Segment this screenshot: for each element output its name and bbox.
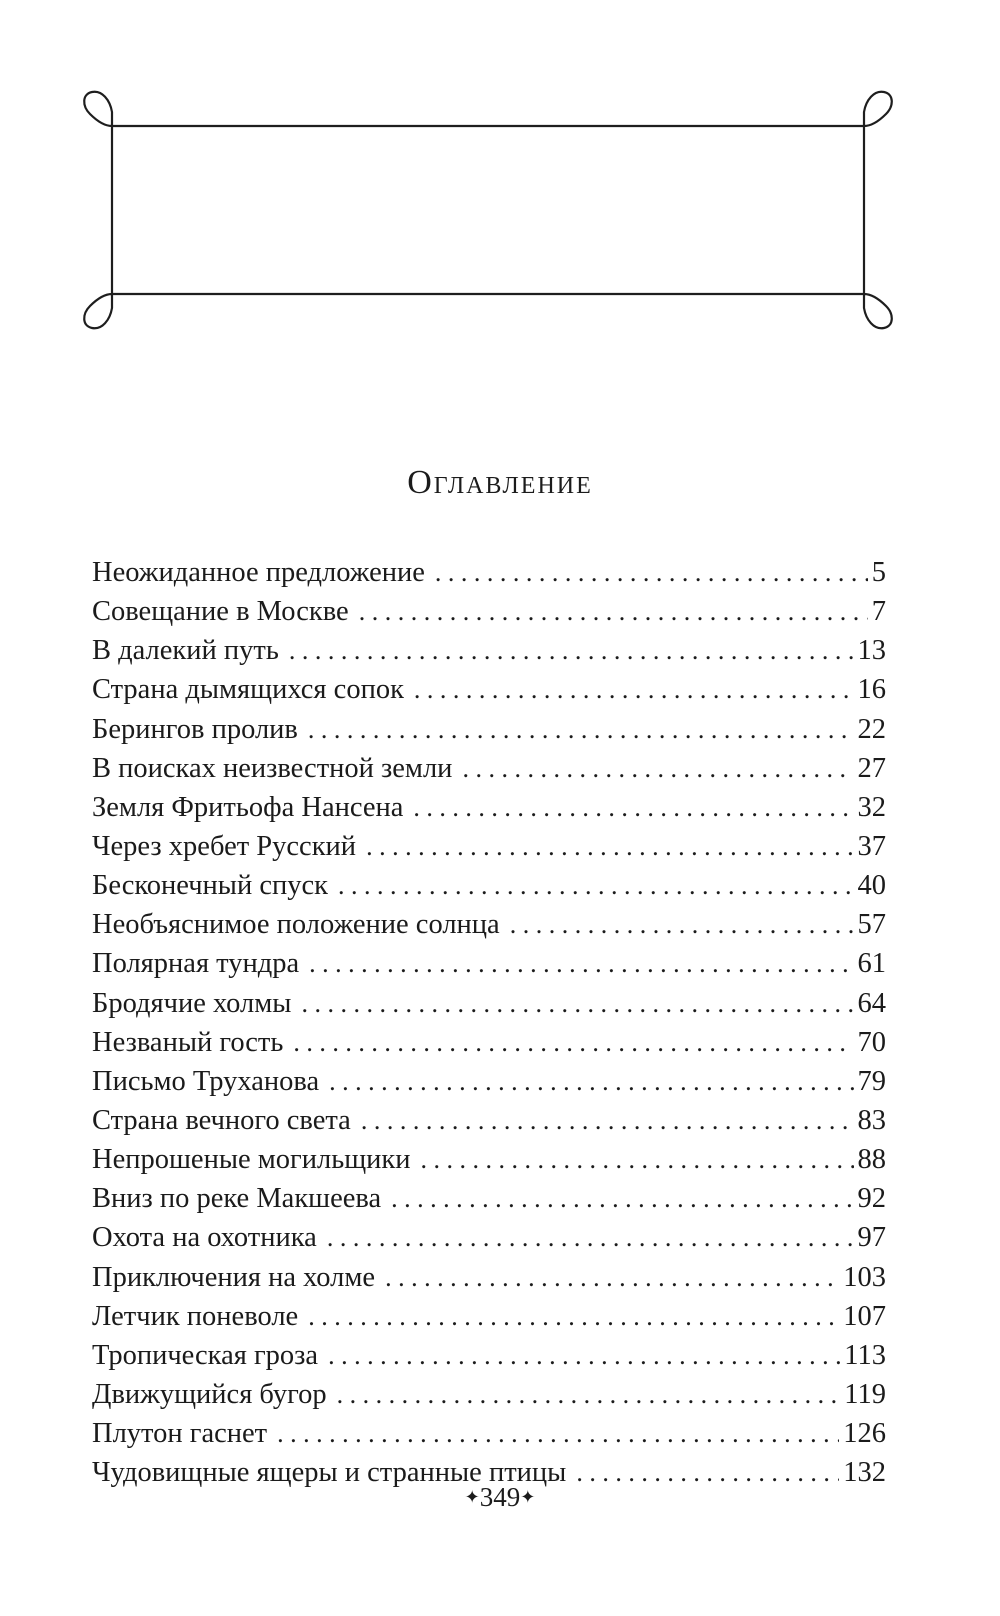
dot-leader xyxy=(309,944,853,983)
toc-entry xyxy=(92,631,886,670)
toc-entry xyxy=(92,944,886,983)
toc-entry-page: 61 xyxy=(857,948,886,980)
toc-entry xyxy=(92,1062,886,1101)
toc-entry-page: 107 xyxy=(843,1300,886,1332)
toc-entry-title: Берингов пролив xyxy=(92,713,298,745)
toc-entry-title: Совещание в Москве xyxy=(92,596,349,628)
folio-ornament-left: ✦ xyxy=(464,1487,480,1507)
toc-entry-title: Приключения на холме xyxy=(92,1261,376,1293)
toc-entry-page: 97 xyxy=(857,1222,886,1254)
dot-leader xyxy=(327,1218,854,1257)
toc-entry-page: 27 xyxy=(857,752,886,784)
dot-leader xyxy=(462,749,853,788)
toc-entry xyxy=(92,827,886,866)
toc-entry-page: 57 xyxy=(857,909,886,941)
dot-leader xyxy=(413,788,853,827)
toc-entry-title: Непрошеные могильщики xyxy=(92,1144,411,1176)
toc-entry-title: Тропическая гроза xyxy=(92,1339,319,1371)
dot-leader xyxy=(421,1140,854,1179)
toc-entry-title: Летчик поневоле xyxy=(92,1300,299,1332)
toc-entry xyxy=(92,1414,886,1453)
dot-leader xyxy=(361,1101,854,1140)
toc-entry-title: Страна вечного света xyxy=(92,1104,351,1136)
toc-entry-title: Охота на охотника xyxy=(92,1222,317,1254)
toc-entry xyxy=(92,984,886,1023)
toc-entry xyxy=(92,1101,886,1140)
toc-entry xyxy=(92,749,886,788)
toc-entry-title: Незваный гость xyxy=(92,1026,284,1058)
dot-leader xyxy=(359,592,868,631)
toc-entry-page: 126 xyxy=(843,1418,886,1450)
toc-entry-page: 79 xyxy=(857,1065,886,1097)
page-number-footer xyxy=(0,1484,1000,1511)
dot-leader xyxy=(308,710,854,749)
toc-entry-title: Полярная тундра xyxy=(92,948,300,980)
toc-entry xyxy=(92,1218,886,1257)
dot-leader xyxy=(328,1336,840,1375)
toc-entry xyxy=(92,866,886,905)
toc-entry-page: 132 xyxy=(843,1457,886,1489)
toc-entry xyxy=(92,1297,886,1336)
toc-entry-page: 37 xyxy=(857,830,886,862)
toc-entry xyxy=(92,1375,886,1414)
dot-leader xyxy=(510,905,854,944)
toc-entry-page: 16 xyxy=(857,674,886,706)
toc-entry-page: 83 xyxy=(857,1104,886,1136)
toc-entry-title: Неожиданное предложение xyxy=(92,557,425,588)
dot-leader xyxy=(277,1414,839,1453)
toc-entry-title: В далекий путь xyxy=(92,635,279,667)
toc-entry-title: Движущийся бугор xyxy=(92,1378,327,1410)
dot-leader xyxy=(308,1297,839,1336)
toc-entry-page: 70 xyxy=(857,1026,886,1058)
toc-entry-title: Страна дымящихся сопок xyxy=(92,674,404,706)
toc-entry-title: Необъяснимое положение солнца xyxy=(92,909,500,941)
toc-entry-page: 40 xyxy=(857,870,886,902)
toc-entry xyxy=(92,1258,886,1297)
toc-entry-page: 64 xyxy=(857,987,886,1019)
dot-leader xyxy=(338,866,854,905)
table-of-contents xyxy=(92,553,886,1492)
dot-leader xyxy=(414,670,854,709)
toc-entry-title: Бесконечный спуск xyxy=(92,870,328,902)
toc-entry-page: 103 xyxy=(843,1261,886,1293)
toc-entry-title: Земля Фритьофа Нансена xyxy=(92,791,404,823)
dot-leader xyxy=(289,631,854,670)
toc-entry-title: Чудовищные ящеры и странные птицы xyxy=(92,1457,567,1489)
page-number: 349 xyxy=(479,1482,521,1512)
folio-ornament-right: ✦ xyxy=(520,1487,536,1507)
toc-entry-page: 88 xyxy=(857,1144,886,1176)
toc-entry xyxy=(92,670,886,709)
toc-entry-page: 13 xyxy=(857,635,886,667)
dot-leader xyxy=(301,984,853,1023)
toc-entry-title: Через хребет Русский xyxy=(92,830,357,862)
toc-entry-page: 32 xyxy=(857,791,886,823)
toc-entry-page: 7 xyxy=(871,596,886,628)
decorative-frame xyxy=(0,0,1000,400)
dot-leader xyxy=(293,1023,853,1062)
toc-entry-title: Вниз по реке Макшеева xyxy=(92,1183,382,1215)
dot-leader xyxy=(385,1258,839,1297)
toc-entry-title: В поисках неизвестной земли xyxy=(92,752,453,784)
dot-leader xyxy=(435,553,868,592)
toc-entry xyxy=(92,1336,886,1375)
toc-entry xyxy=(92,592,886,631)
toc-entry xyxy=(92,553,886,592)
toc-entry-page: 113 xyxy=(844,1339,886,1371)
toc-entry xyxy=(92,788,886,827)
toc-entry-page: 5 xyxy=(871,557,886,588)
dot-leader xyxy=(391,1179,853,1218)
toc-entry-title: Плутон гаснет xyxy=(92,1418,268,1450)
toc-entry xyxy=(92,1023,886,1062)
toc-entry-page: 119 xyxy=(844,1378,886,1410)
toc-entry-page: 92 xyxy=(857,1183,886,1215)
dot-leader xyxy=(329,1062,853,1101)
toc-entry xyxy=(92,1140,886,1179)
toc-entry-page: 22 xyxy=(857,713,886,745)
dot-leader xyxy=(337,1375,841,1414)
toc-entry xyxy=(92,1179,886,1218)
toc-entry-title: Бродячие холмы xyxy=(92,987,292,1019)
toc-entry xyxy=(92,710,886,749)
page-title: Оглавление xyxy=(407,464,593,501)
dot-leader xyxy=(366,827,853,866)
toc-entry-title: Письмо Труханова xyxy=(92,1065,320,1097)
toc-entry xyxy=(92,905,886,944)
